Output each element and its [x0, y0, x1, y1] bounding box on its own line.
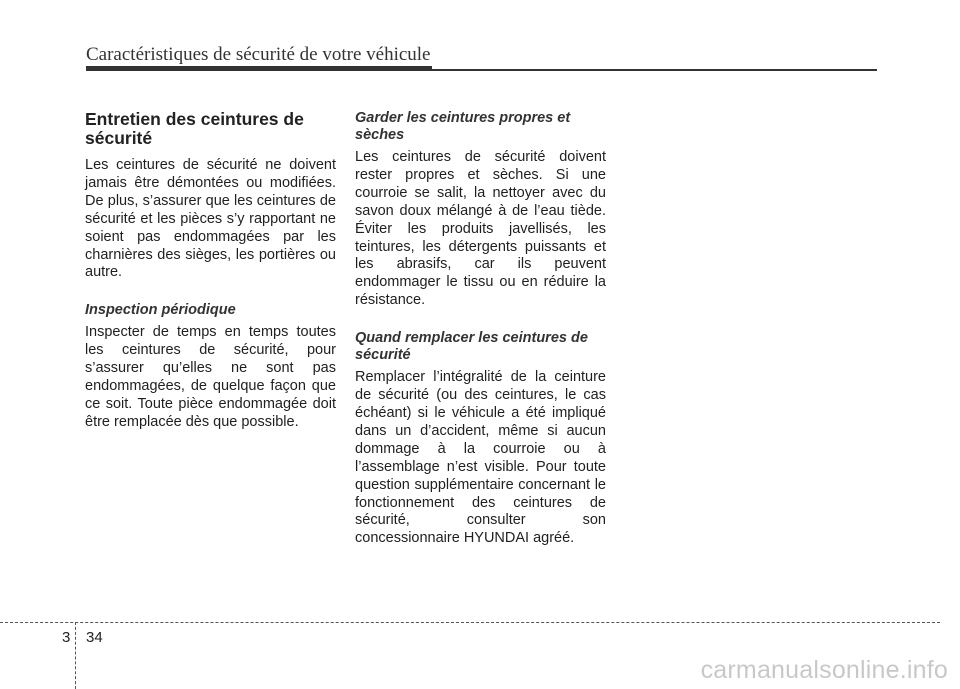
header-rule-thick — [86, 66, 432, 71]
left-column — [85, 110, 336, 432]
footer-dashed-rule — [0, 622, 940, 623]
section-heading-seatbelt-care: Entretien des ceintures de sécurité — [85, 109, 304, 148]
watermark-text: carmanualsonline.info — [700, 656, 948, 684]
paragraph-periodic-inspection: Inspecter de temps en temps toutes les ceintures de sécurité, pour s’assurer qu’elles ne sont pas endommagées, de quelque façon que ce soit. Toute pièce endommagée doit être remplacée dès que possible. — [85, 324, 336, 430]
paragraph-keep-clean-dry: Les ceintures de sécurité doivent rester propres et sèches. Si une courroie se salit, la nettoyer avec du savon doux mélangé à de l’eau tiède. Éviter les produits javellisés, les teintures, les détergents puissants et les abrasifs, car ils peuvent endommager le tissu ou en réduire la résistance. — [355, 149, 606, 309]
page-number: 34 — [86, 629, 103, 646]
right-column — [355, 110, 606, 548]
header-rule-thin — [432, 69, 877, 71]
paragraph-seatbelt-care: Les ceintures de sécurité ne doivent jamais être démontées ou modifiées. De plus, s’assurer que les ceintures de sécurité et les pièces s’y rapportant ne soient pas endommagées par les charnières des sièges, les portières ou autre. — [85, 157, 336, 281]
subheading-keep-clean-dry: Garder les ceintures propres et sèches — [355, 110, 571, 143]
chapter-header-title: Caractéristiques de sécurité de votre véhicule — [86, 44, 431, 65]
subheading-periodic-inspection: Inspection périodique — [85, 302, 236, 319]
chapter-number: 3 — [62, 629, 71, 646]
subheading-when-to-replace: Quand remplacer les ceintures de sécurité — [355, 330, 588, 364]
footer-dashed-divider — [75, 622, 76, 689]
paragraph-when-to-replace: Remplacer l’intégralité de la ceinture de sécurité (ou des ceintures, le cas échéant) si le véhicule a été impliqué dans un d’accident, même si aucun dommage à la courroie ou à l’assemblage n’est visible. Pour toute question supplémentaire concernant le fonctionnement des ceintures de sécurité, consulter son concessionnaire HYUNDAI agréé. — [355, 369, 606, 547]
